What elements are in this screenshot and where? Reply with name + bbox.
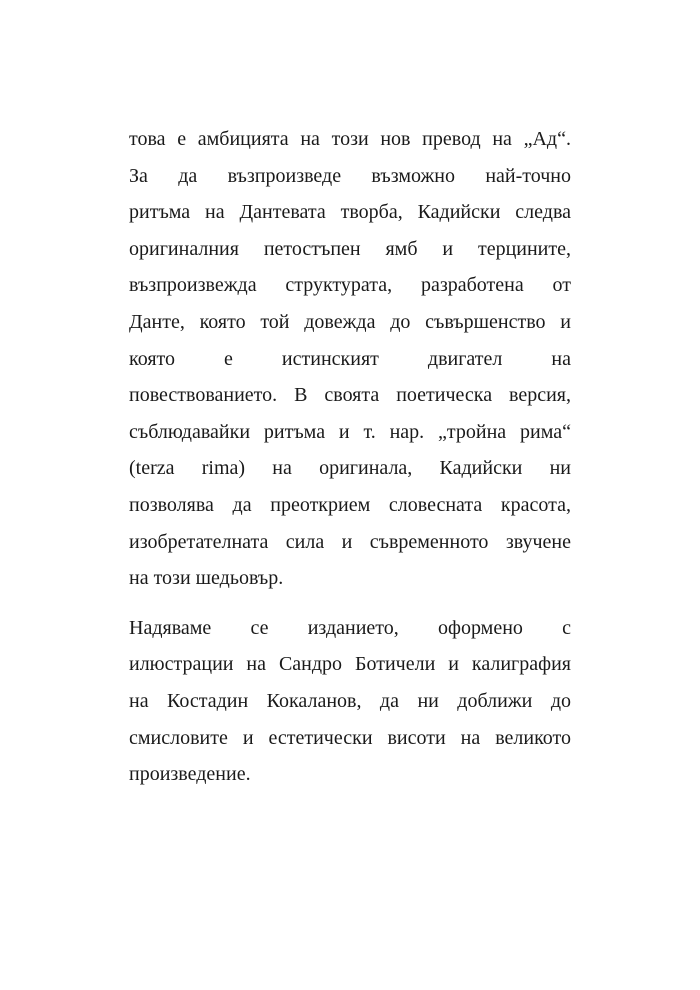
text-line: произведение. [129,763,251,786]
text-line: съблюдавайки ритъма и т. нар. „тройна рима“ [129,420,571,443]
text-line: (terza rima) на оригинала, Кадийски ни [129,457,571,480]
body-text [129,121,571,793]
text-line: на този шедьовър. [129,567,284,590]
text-line: на Костадин Кокаланов, да ни доближи до [129,689,571,712]
text-line: това е амбицията на този нов превод на „Ад“. [129,128,571,150]
text-line: позволява да преоткрием словесната красота, [129,493,571,516]
text-line: смисловите и естетически висоти на великото [129,726,571,749]
text-line: възпроизвежда структурата, разработена от [129,274,571,297]
text-line: Надяваме се изданието, оформено с [129,616,571,639]
text-line: илюстрации на Сандро Ботичели и калиграфия [129,653,571,676]
paragraph-1 [129,121,571,597]
text-line: ритъма на Дантевата творба, Кадийски следва [129,201,571,224]
text-line: изобретателната сила и съвременното звучене [129,530,571,553]
text-line: повествованието. В своята поетическа версия, [129,384,571,407]
text-line: За да възпроизведе възможно най-точно [129,164,571,187]
paragraph-2 [129,610,571,793]
text-line: Данте, която той довежда до съвършенство и [129,310,571,333]
text-line: която е истинският двигател на [129,347,571,370]
text-line: оригиналния петостъпен ямб и терцините, [129,237,571,260]
